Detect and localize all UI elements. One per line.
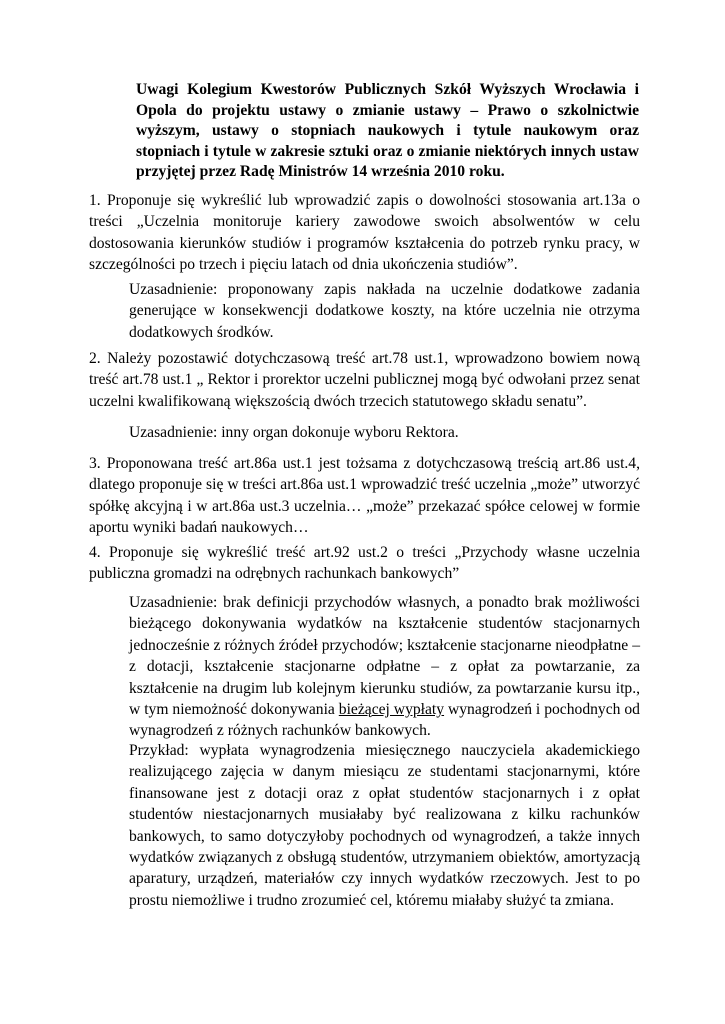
point-4-justification-text-b: wynagrodzeń i pochodnych od wynagrodzeń z różnych rachunków bankowych. — [129, 701, 640, 740]
document-title: Uwagi Kolegium Kwestorów Publicznych Szkół Wyższych Wrocławia i Opola do projektu ustawy o zmianie ustawy – Prawo o szkolnictwie wyższym, ustawy o stopniach naukowych i tytule naukowym oraz stopniach i tytule w zakresie sztuki oraz o zmianie niektórych innych ustaw przyjętej przez Radę Ministrów 14 września 2010 roku. — [136, 81, 639, 180]
point-4-justification-underlined: bieżącej wypłaty — [338, 701, 445, 719]
point-3: 3. Proponowana treść art.86a ust.1 jest tożsama z dotychczasową treścią art.86 ust.4, dlatego proponuje się w treści art.86a ust.1 wprowadzić treść uczelnia „może” utworzyć spółkę akcyjną i w art.86a ust.3 uczelnia… „może” przekazać spółce celowej w formie aportu wyniki badań naukowych… — [89, 455, 640, 537]
point-1: 1. Proponuje się wykreślić lub wprowadzić zapis o dowolności stosowania art.13a o treści „Uczelnia monitoruje kariery zawodowe swoich absolwentów w celu dostosowania kierunków studiów i programów kształcenia do potrzeb rynku pracy, w szczególności po trzech i pięciu latach od dnia ukończenia studiów”. — [89, 192, 640, 274]
point-2-justification: Uzasadnienie: inny organ dokonuje wyboru Rektora. — [129, 424, 459, 441]
point-4-justification-text-a: Uzasadnienie: brak definicji przychodów własnych, a ponadto brak możliwości bieżącego dokonywania wydatków na kształcenie studentów stacjonarnych jednocześnie z różnych źródeł przychodów; kształcenie stacjonarne nieodpłatne – z dotacji, kształcenie stacjonarne odpłatne – z opłat za powtarzanie, za kształcenie na drugim lub kolejnym kierunku studiów, za powtarzanie kursu itp., w tym niemożność dokonywania — [129, 594, 640, 719]
point-4: 4. Proponuje się wykreślić treść art.92 ust.2 o treści „Przychody własne uczelnia publiczna gromadzi na odrębnych rachunkach bankowych” — [89, 544, 640, 583]
point-2: 2. Należy pozostawić dotychczasową treść art.78 ust.1, wprowadzono bowiem nową treść art.78 ust.1 „ Rektor i prorektor uczelni publicznej mogą być odwołani przez senat uczelni kwalifikowaną większością dwóch trzecich statutowego składu senatu”. — [89, 350, 640, 410]
point-4-example: Przykład: wypłata wynagrodzenia miesięcznego nauczyciela akademickiego realizującego zajęcia w danym miesiącu ze studentami stacjonarnymi, które finansowane jest z dotacji oraz z opłat studentów stacjonarnych i z opłat studentów niestacjonarnych musiałaby być realizowana z kilku rachunków bankowych, to samo dotyczyłoby pochodnych od wynagrodzeń, a także innych wydatków związanych z obsługą studentów, utrzymaniem obiektów, amortyzacją aparatury, urządzeń, materiałów czy innych wydatków rzeczowych. Jest to po prostu niemożliwe i trudno zrozumieć cel, któremu miałaby służyć ta zmiana. — [129, 742, 640, 909]
point-4-justification — [129, 592, 640, 742]
point-1-justification: Uzasadnienie: proponowany zapis nakłada na uczelnie dodatkowe zadania generujące w konsekwencji dodatkowe koszty, na które uczelnia nie otrzyma dodatkowych środków. — [129, 281, 640, 341]
